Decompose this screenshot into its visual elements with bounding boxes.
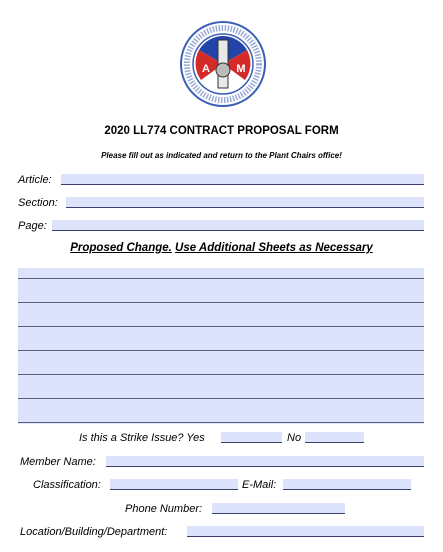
- article-label: Article:: [18, 174, 52, 186]
- location-field[interactable]: [187, 526, 424, 537]
- proposal-line: [18, 398, 424, 399]
- proposal-line: [18, 422, 424, 423]
- page-label: Page:: [18, 220, 47, 232]
- page-field[interactable]: [52, 220, 424, 231]
- proposed-change-label: Proposed Change.: [70, 242, 172, 254]
- proposal-line: [18, 278, 424, 279]
- proposal-line: [18, 350, 424, 351]
- proposal-line: [18, 326, 424, 327]
- proposal-text-area[interactable]: [18, 268, 424, 424]
- phone-number-field[interactable]: [212, 503, 345, 514]
- email-label: E-Mail:: [242, 479, 277, 491]
- member-name-label: Member Name:: [20, 456, 96, 468]
- member-name-field[interactable]: [106, 456, 424, 467]
- section-label: Section:: [18, 197, 58, 209]
- logo-letter-m: M: [236, 63, 246, 75]
- strike-no-label: No: [287, 432, 302, 444]
- proposal-line: [18, 302, 424, 303]
- form-instructions: Please fill out as indicated and return to the Plant Chairs office!: [101, 151, 342, 160]
- section-field[interactable]: [66, 197, 424, 208]
- form-title: 2020 LL774 CONTRACT PROPOSAL FORM: [104, 125, 339, 137]
- additional-sheets-label: Use Additional Sheets as Necessary: [175, 242, 373, 254]
- strike-issue-question: Is this a Strike Issue? Yes: [79, 432, 205, 444]
- phone-number-label: Phone Number:: [125, 503, 203, 515]
- classification-label: Classification:: [33, 479, 101, 491]
- email-field[interactable]: [283, 479, 411, 490]
- proposal-line: [18, 374, 424, 375]
- iam-union-logo: [179, 20, 267, 108]
- classification-field[interactable]: [110, 479, 238, 490]
- location-label: Location/Building/Department:: [20, 526, 168, 538]
- strike-no-field[interactable]: [305, 432, 364, 443]
- strike-yes-field[interactable]: [221, 432, 282, 443]
- logo-letter-a: A: [202, 63, 210, 75]
- proposed-change-heading: [0, 242, 443, 254]
- article-field[interactable]: [61, 174, 424, 185]
